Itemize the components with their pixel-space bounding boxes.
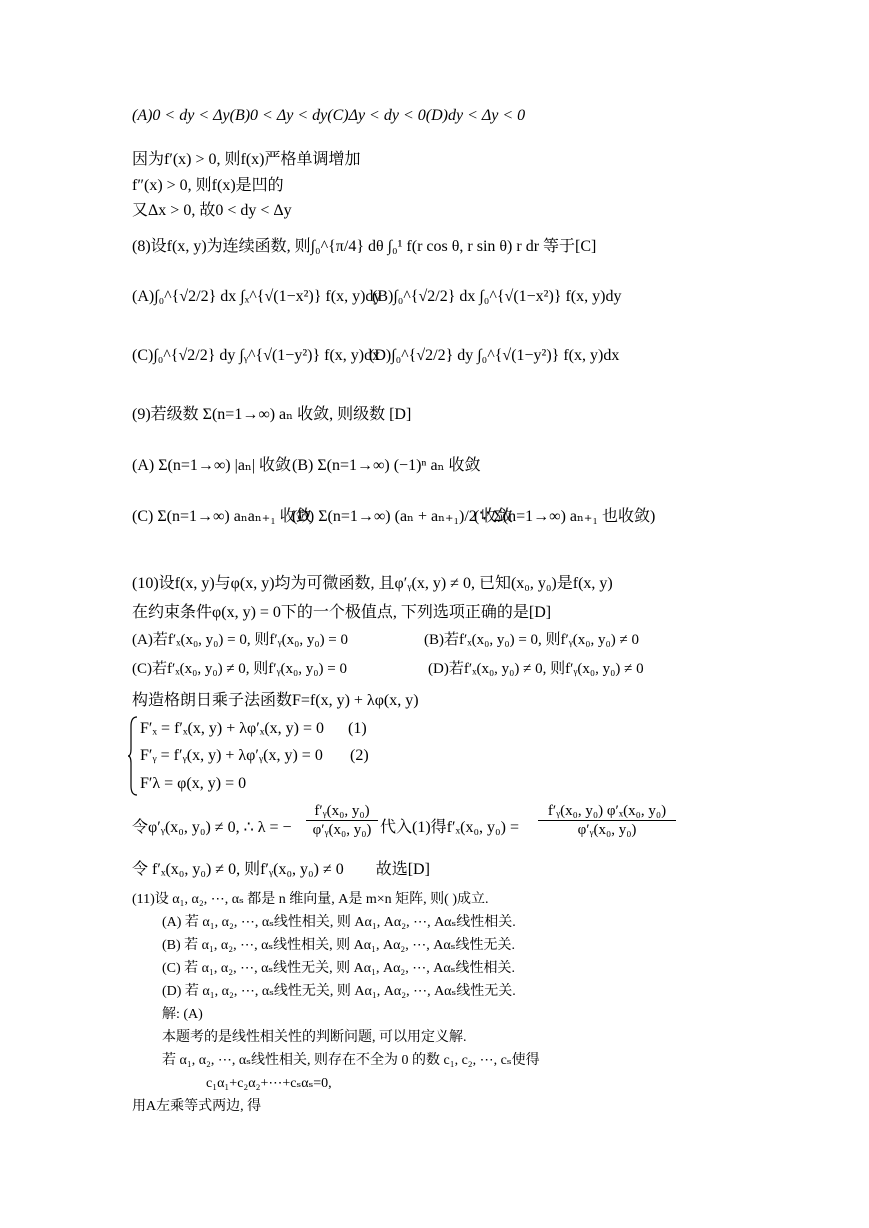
l09a: (A) Σ(n=1→∞) |aₙ| 收敛 <box>132 457 292 474</box>
l24: (C) 若 α₁, α₂, ⋯, αₛ线性无关, 则 Aα₁, Aα₂, ⋯, Aαₛ线性相关. <box>162 961 515 976</box>
l10a: (C) Σ(n=1→∞) aₙaₙ₊₁ 收敛 <box>132 508 312 525</box>
l12: 在约束条件φ(x, y) = 0下的一个极值点, 下列选项正确的是[D] <box>132 604 552 621</box>
l05: (8)设f(x, y)为连续函数, 则∫₀^{π/4} dθ ∫₀¹ f(r cos θ, r sin θ) r dr 等于[C] <box>132 238 597 255</box>
l19den1: φ′ᵧ(x₀, y₀) <box>312 822 372 838</box>
l09b: (B) Σ(n=1→∞) (−1)ⁿ aₙ 收敛 <box>292 457 481 474</box>
l21: (11)设 α₁, α₂, ⋯, αₛ 都是 n 维向量, A是 m×n 矩阵, 则( )成立. <box>132 892 489 907</box>
l19-frac2 <box>538 802 676 839</box>
l16: F′ₓ = f′ₓ(x, y) + λφ′ₓ(x, y) = 0 <box>140 720 325 737</box>
l22: (A) 若 α₁, α₂, ⋯, αₛ线性相关, 则 Aα₁, Aα₂, ⋯, Aαₛ线性相关. <box>162 915 516 930</box>
l18: F′λ = φ(x, y) = 0 <box>140 775 247 792</box>
l13b: (B)若f′ₓ(x₀, y₀) = 0, 则f′ᵧ(x₀, y₀) ≠ 0 <box>424 632 639 648</box>
l28: 若 α₁, α₂, ⋯, αₛ线性相关, 则存在不全为 0 的数 c₁, c₂, ⋯, cₛ使得 <box>162 1053 540 1068</box>
l14b: (D)若f′ₓ(x₀, y₀) ≠ 0, 则f′ᵧ(x₀, y₀) ≠ 0 <box>428 661 644 677</box>
l20: 令 f′ₓ(x₀, y₀) ≠ 0, 则f′ᵧ(x₀, y₀) ≠ 0 故选[D] <box>132 861 430 878</box>
l19den2: φ′ᵧ(x₀, y₀) <box>577 822 637 838</box>
l25: (D) 若 α₁, α₂, ⋯, αₛ线性无关, 则 Aα₁, Aα₂, ⋯, Aαₛ线性无关. <box>162 984 516 999</box>
l19a: 令φ′ᵧ(x₀, y₀) ≠ 0, ∴ λ = − <box>132 819 292 836</box>
l04: 又Δx > 0, 故0 < dy < Δy <box>132 202 292 219</box>
left-brace <box>128 716 138 796</box>
l29: c₁α₁+c₂α₂+⋯+cₛαₛ=0, <box>206 1076 332 1091</box>
l17n: (2) <box>350 747 369 764</box>
l30: 用A左乘等式两边, 得 <box>132 1099 262 1114</box>
l07b: (D)∫₀^{√2/2} dy ∫₀^{√(1−y²)} f(x, y)dx <box>369 347 620 364</box>
l10b: (D) Σ(n=1→∞) (aₙ + aₙ₊₁)/2 收敛 <box>292 508 513 525</box>
l16n: (1) <box>348 720 367 737</box>
l19b: 代入(1)得f′ₓ(x₀, y₀) = <box>380 819 519 836</box>
l19num2: f′ᵧ(x₀, y₀) φ′ₓ(x₀, y₀) <box>538 802 676 821</box>
l19-frac1 <box>306 802 378 839</box>
l27: 本题考的是线性相关性的判断问题, 可以用定义解. <box>162 1030 467 1045</box>
l10c: (∵ Σ(n=1→∞) aₙ₊₁ 也收敛) <box>474 508 656 525</box>
l26: 解: (A) <box>162 1007 203 1022</box>
l03: f″(x) > 0, 则f(x)是凹的 <box>132 177 284 194</box>
l23: (B) 若 α₁, α₂, ⋯, αₛ线性相关, 则 Aα₁, Aα₂, ⋯, Aαₛ线性无关. <box>162 938 515 953</box>
l07a: (C)∫₀^{√2/2} dy ∫ᵧ^{√(1−y²)} f(x, y)dx <box>132 347 381 364</box>
l17: F′ᵧ = f′ᵧ(x, y) + λφ′ᵧ(x, y) = 0 <box>140 747 323 764</box>
l19num1: f′ᵧ(x₀, y₀) <box>306 802 378 821</box>
l11: (10)设f(x, y)与φ(x, y)均为可微函数, 且φ′ᵧ(x, y) ≠ 0, 已知(x₀, y₀)是f(x, y) <box>132 575 613 592</box>
l06b: (B)∫₀^{√2/2} dx ∫₀^{√(1−x²)} f(x, y)dy <box>372 288 622 305</box>
l02: 因为f′(x) > 0, 则f(x)严格单调增加 <box>132 151 361 168</box>
l14a: (C)若f′ₓ(x₀, y₀) ≠ 0, 则f′ᵧ(x₀, y₀) = 0 <box>132 661 347 677</box>
l01: (A)0 < dy < Δy(B)0 < Δy < dy(C)Δy < dy < 0(D)dy < Δy < 0 <box>132 107 526 124</box>
l06a: (A)∫₀^{√2/2} dx ∫ₓ^{√(1−x²)} f(x, y)dy <box>132 288 382 305</box>
l13a: (A)若f′ₓ(x₀, y₀) = 0, 则f′ᵧ(x₀, y₀) = 0 <box>132 632 349 648</box>
l08: (9)若级数 Σ(n=1→∞) aₙ 收敛, 则级数 [D] <box>132 406 412 423</box>
l15: 构造格朗日乘子法函数F=f(x, y) + λφ(x, y) <box>132 692 419 709</box>
